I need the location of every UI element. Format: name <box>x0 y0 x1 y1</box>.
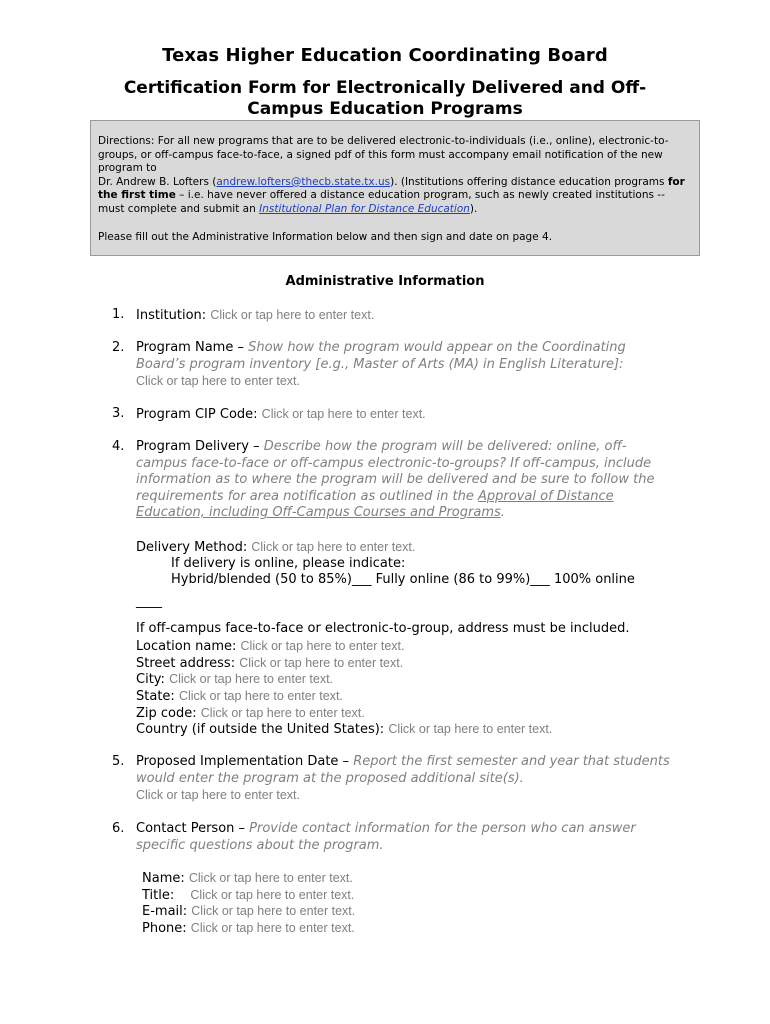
program-delivery-hint: Describe how the program will be delivered: online, off-campus face-to-face or off-campus electronic-to-groups? If off-campus, include information as to where the program will be delivered and be sure to follow the requirements for area notification as outlined in the Approval of Distance Education, including Off-Campus Courses and Programs. <box>136 439 655 520</box>
state-label: State: <box>136 689 175 704</box>
program-name-field[interactable]: Click or tap here to enter text. <box>136 374 300 388</box>
program-name-hint: Show how the program would appear on the Coordinating Board’s program inventory [e.g., Master of Arts (MA) in English Literature]: <box>136 340 626 372</box>
item-number: 2. <box>112 340 125 355</box>
contact-name-row <box>142 870 702 888</box>
contact-phone-label: Phone: <box>142 921 187 936</box>
implementation-date-label: Proposed Implementation Date – <box>136 754 354 769</box>
institutional-plan-link[interactable]: Institutional Plan for Distance Education <box>259 202 470 215</box>
delivery-method-field[interactable]: Click or tap here to enter text. <box>251 540 416 554</box>
online-prompt: If delivery is online, please indicate: <box>171 556 406 571</box>
city-row <box>136 671 696 689</box>
city-label: City: <box>136 672 165 687</box>
contact-title-field[interactable]: Click or tap here to enter text. <box>190 888 355 902</box>
zip-row <box>136 705 696 723</box>
item-cip-code <box>112 406 672 424</box>
country-label: Country (if outside the United States): <box>136 722 385 737</box>
contact-email-field[interactable]: Click or tap here to enter text. <box>191 904 356 918</box>
institution-label: Institution: <box>136 308 207 323</box>
cip-code-field[interactable]: Click or tap here to enter text. <box>261 407 426 421</box>
delivery-method-label: Delivery Method: <box>136 540 248 555</box>
address-note: If off-campus face-to-face or electronic-to-group, address must be included. <box>136 621 630 636</box>
email-link[interactable]: andrew.lofters@thecb.state.tx.us <box>216 175 391 188</box>
city-field[interactable]: Click or tap here to enter text. <box>169 672 334 686</box>
contact-email-label: E-mail: <box>142 904 188 919</box>
street-field[interactable]: Click or tap here to enter text. <box>239 656 404 670</box>
zip-label: Zip code: <box>136 706 197 721</box>
contact-title-row <box>142 887 702 905</box>
directions-instruction: Please fill out the Administrative Information below and then sign and date on page 4. <box>98 230 553 243</box>
implementation-date-hint: Report the first semester and year that students would enter the program at the proposed additional site(s). <box>136 754 670 786</box>
contact-title-label: Title: <box>142 888 175 903</box>
directions-text: Directions: For all new programs that are to be delivered electronic-to-individuals (i.e., online), electronic-to-groups, or off-campus face-to-face, a signed pdf of this form must accompany email notification of the new program to Dr. Andrew B. Lofters (andrew.lofters@thecb.state.tx.us). (Institutions offering distance education programs for the first time – i.e. have never offered a distance education program, such as newly created institutions -- must complete and submit an Institutional Plan for Distance Education). <box>98 135 685 215</box>
location-row <box>136 638 696 656</box>
street-row <box>136 655 696 673</box>
online-options-blank: ____ <box>136 594 162 609</box>
item-number: 3. <box>112 406 125 421</box>
item-implementation-date <box>112 754 672 805</box>
street-label: Street address: <box>136 656 236 671</box>
item-number: 6. <box>112 821 125 836</box>
state-field[interactable]: Click or tap here to enter text. <box>178 689 343 703</box>
country-field[interactable]: Click or tap here to enter text. <box>388 722 553 736</box>
contact-name-field[interactable]: Click or tap here to enter text. <box>188 871 353 885</box>
item-institution <box>112 307 672 325</box>
contact-phone-field[interactable]: Click or tap here to enter text. <box>190 921 355 935</box>
program-name-label: Program Name – <box>136 340 249 355</box>
item-program-name <box>112 340 672 391</box>
zip-field[interactable]: Click or tap here to enter text. <box>200 706 365 720</box>
page-title: Texas Higher Education Coordinating Board <box>162 45 608 66</box>
item-number: 5. <box>112 754 125 769</box>
contact-person-label: Contact Person – <box>136 821 250 836</box>
section-heading: Administrative Information <box>285 274 485 289</box>
location-label: Location name: <box>136 639 237 654</box>
item-contact-person <box>112 821 672 854</box>
contact-email-row <box>142 903 702 921</box>
directions-box <box>90 120 700 256</box>
item-program-delivery <box>112 439 672 522</box>
contact-name-label: Name: <box>142 871 185 886</box>
program-delivery-label: Program Delivery – <box>136 439 264 454</box>
state-row <box>136 688 696 706</box>
online-options: Hybrid/blended (50 to 85%)___ Fully online (86 to 99%)___ 100% online <box>171 572 635 587</box>
cip-code-label: Program CIP Code: <box>136 407 258 422</box>
implementation-date-field[interactable]: Click or tap here to enter text. <box>136 788 300 802</box>
approval-link[interactable]: Approval of Distance Education, including Off-Campus Courses and Programs <box>136 488 614 520</box>
form-title: Certification Form for Electronically Delivered and Off-Campus Education Programs <box>123 78 647 119</box>
location-field[interactable]: Click or tap here to enter text. <box>240 639 405 653</box>
institution-field[interactable]: Click or tap here to enter text. <box>210 308 375 322</box>
contact-person-hint: Provide contact information for the person who can answer specific questions about the program. <box>136 821 636 853</box>
country-row <box>136 721 696 739</box>
delivery-method-row <box>136 539 696 557</box>
item-number: 1. <box>112 307 125 322</box>
item-number: 4. <box>112 439 125 454</box>
contact-phone-row <box>142 920 702 938</box>
